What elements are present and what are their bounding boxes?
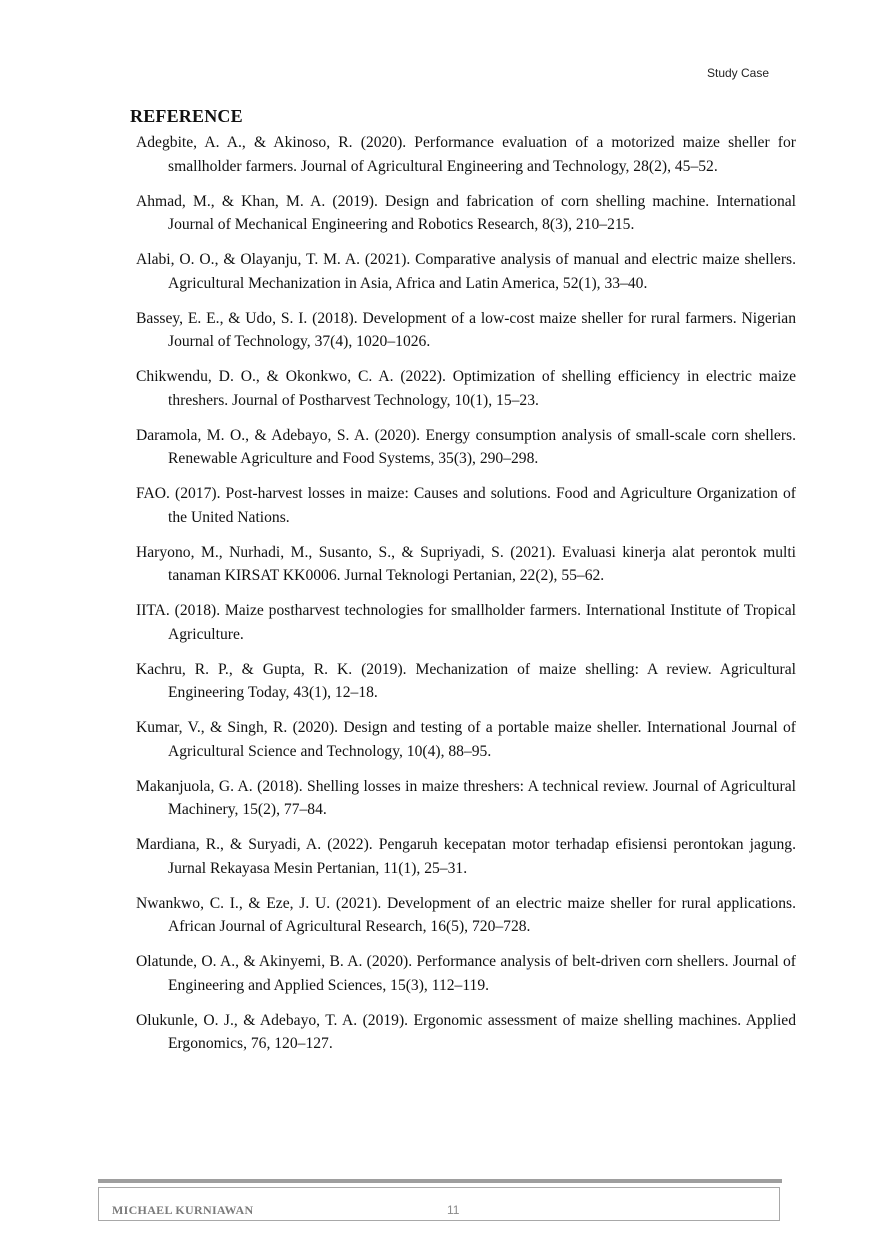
reference-entry: Ahmad, M., & Khan, M. A. (2019). Design and fabrication of corn shelling machine. International Journal of Mechanical Engineering and Robotics Research, 8(3), 210–215. — [136, 192, 796, 233]
reference-entry: Alabi, O. O., & Olayanju, T. M. A. (2021). Comparative analysis of manual and electric maize shellers. Agricultural Mechanization in Asia, Africa and Latin America, 52(1), 33–40. — [136, 251, 796, 292]
footer-author: MICHAEL KURNIAWAN — [112, 1203, 254, 1217]
reference-entry: Chikwendu, D. O., & Okonkwo, C. A. (2022). Optimization of shelling efficiency in electric maize threshers. Journal of Postharvest Technology, 10(1), 15–23. — [136, 368, 796, 409]
reference-entry: Kumar, V., & Singh, R. (2020). Design and testing of a portable maize sheller. International Journal of Agricultural Science and Technology, 10(4), 88–95. — [136, 719, 796, 760]
reference-entry: Adegbite, A. A., & Akinoso, R. (2020). Performance evaluation of a motorized maize sheller for smallholder farmers. Journal of Agricultural Engineering and Technology, 28(2), 45–52. — [136, 134, 796, 175]
section-title: REFERENCE — [130, 106, 243, 126]
reference-entry: Bassey, E. E., & Udo, S. I. (2018). Development of a low-cost maize sheller for rural farmers. Nigerian Journal of Technology, 37(4), 1020–1026. — [136, 309, 796, 350]
reference-entry: Makanjuola, G. A. (2018). Shelling losses in maize threshers: A technical review. Journal of Agricultural Machinery, 15(2), 77–84. — [136, 777, 796, 818]
reference-entry: IITA. (2018). Maize postharvest technologies for smallholder farmers. International Institute of Tropical Agriculture. — [136, 602, 796, 643]
reference-entry: Kachru, R. P., & Gupta, R. K. (2019). Mechanization of maize shelling: A review. Agricultural Engineering Today, 43(1), 12–18. — [136, 660, 796, 701]
reference-entry: Daramola, M. O., & Adebayo, S. A. (2020). Energy consumption analysis of small-scale corn shellers. Renewable Agriculture and Food Systems, 35(3), 290–298. — [136, 426, 796, 467]
reference-list — [136, 131, 796, 1067]
reference-entry: Haryono, M., Nurhadi, M., Susanto, S., & Supriyadi, S. (2021). Evaluasi kinerja alat perontok multi tanaman KIRSAT KK0006. Jurnal Teknologi Pertanian, 22(2), 55–62. — [136, 543, 796, 584]
reference-entry: Nwankwo, C. I., & Eze, J. U. (2021). Development of an electric maize sheller for rural applications. African Journal of Agricultural Research, 16(5), 720–728. — [136, 894, 796, 935]
footer-divider — [98, 1179, 782, 1183]
reference-entry: Mardiana, R., & Suryadi, A. (2022). Pengaruh kecepatan motor terhadap efisiensi perontokan jagung. Jurnal Rekayasa Mesin Pertanian, 11(1), 25–31. — [136, 836, 796, 877]
reference-entry: FAO. (2017). Post-harvest losses in maize: Causes and solutions. Food and Agriculture Organization of the United Nations. — [136, 485, 796, 526]
running-header: Study Case — [707, 66, 770, 80]
reference-entry: Olukunle, O. J., & Adebayo, T. A. (2019). Ergonomic assessment of maize shelling machines. Applied Ergonomics, 76, 120–127. — [136, 1011, 796, 1052]
page-number: 11 — [447, 1203, 460, 1217]
reference-entry: Olatunde, O. A., & Akinyemi, B. A. (2020). Performance analysis of belt-driven corn shellers. Journal of Engineering and Applied Sciences, 15(3), 112–119. — [136, 953, 796, 994]
